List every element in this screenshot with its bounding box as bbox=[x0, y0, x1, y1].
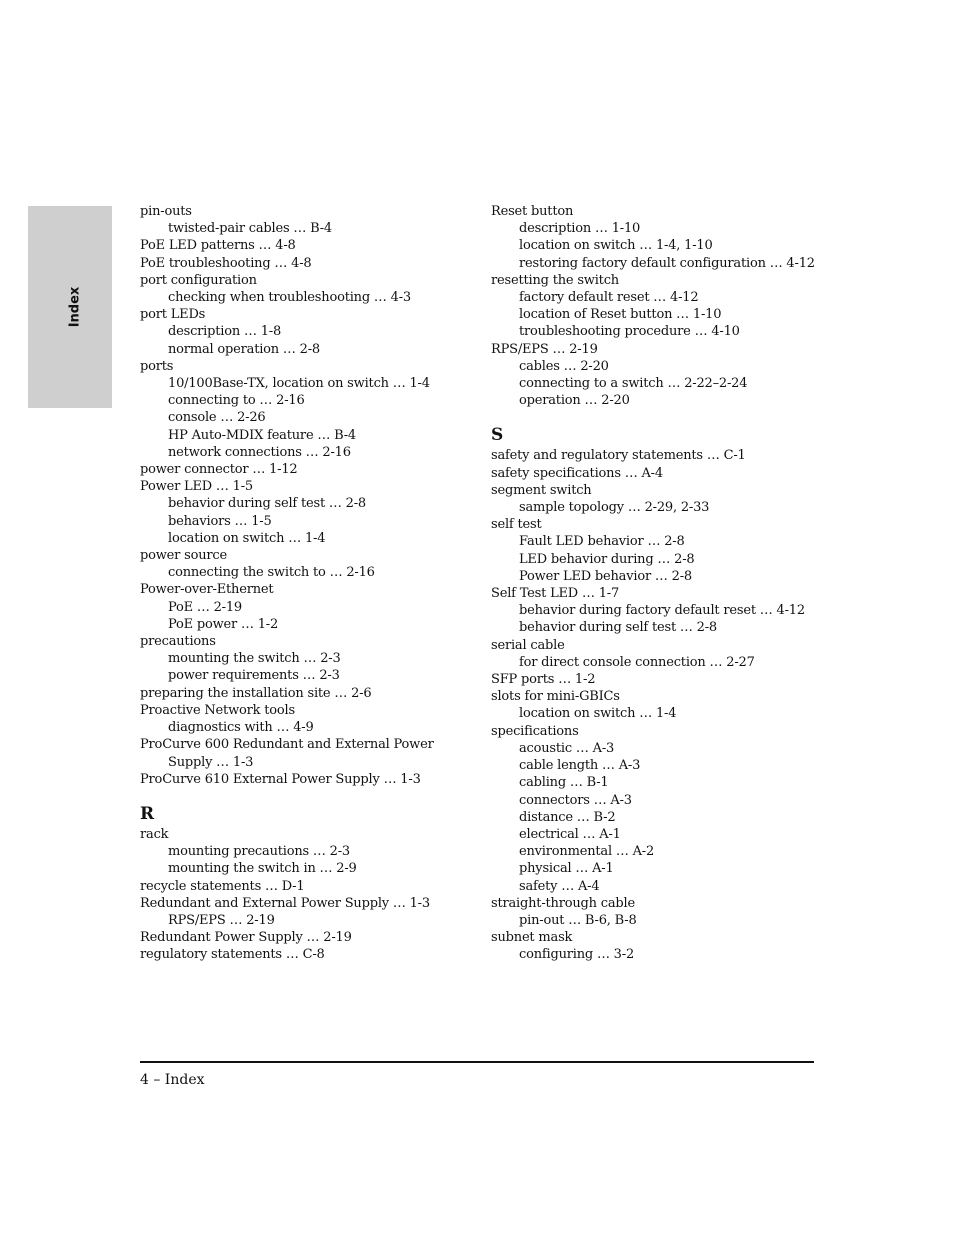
index-subentry: physical … A-1 bbox=[519, 861, 614, 877]
index-subentry: Supply … 1-3 bbox=[168, 754, 254, 770]
index-entry: ports bbox=[140, 358, 174, 374]
index-subentry: power requirements … 2-3 bbox=[168, 668, 340, 684]
index-subentry: cabling … B-1 bbox=[519, 775, 609, 791]
index-subentry: HP Auto-MDIX feature … B-4 bbox=[168, 427, 356, 443]
index-subentry: restoring factory default configuration … 4-12 bbox=[519, 255, 815, 271]
section-letter: S bbox=[491, 425, 504, 446]
index-subentry: connecting the switch to … 2-16 bbox=[168, 565, 375, 581]
index-subentry: location on switch … 1-4 bbox=[519, 706, 677, 722]
index-subentry: normal operation … 2-8 bbox=[168, 341, 320, 357]
index-subentry: console … 2-26 bbox=[168, 410, 266, 426]
index-entry: power connector … 1-12 bbox=[140, 462, 298, 478]
index-subentry: mounting the switch … 2-3 bbox=[168, 651, 341, 667]
index-subentry: description … 1-10 bbox=[519, 221, 641, 237]
index-subentry: behavior during self test … 2-8 bbox=[168, 496, 366, 512]
index-column-left bbox=[140, 203, 480, 964]
index-subentry: behaviors … 1-5 bbox=[168, 513, 272, 529]
index-entry: ProCurve 610 External Power Supply … 1-3 bbox=[140, 771, 421, 787]
index-entry: Proactive Network tools bbox=[140, 702, 295, 718]
index-subentry: location on switch … 1-4, 1-10 bbox=[519, 238, 713, 254]
index-subentry: LED behavior during … 2-8 bbox=[519, 551, 695, 567]
index-subentry: network connections … 2-16 bbox=[168, 444, 351, 460]
index-entry: pin-outs bbox=[140, 204, 192, 219]
index-subentry: cables … 2-20 bbox=[519, 358, 609, 374]
index-entry: rack bbox=[140, 826, 169, 842]
index-subentry: description … 1-8 bbox=[168, 324, 282, 340]
index-entry: SFP ports … 1-2 bbox=[491, 672, 596, 688]
index-entry: preparing the installation site … 2-6 bbox=[140, 685, 372, 701]
index-subentry: behavior during self test … 2-8 bbox=[519, 620, 717, 636]
index-subentry: cable length … A-3 bbox=[519, 758, 641, 774]
index-subentry: Power LED behavior … 2-8 bbox=[519, 568, 692, 584]
index-subentry: checking when troubleshooting … 4-3 bbox=[168, 290, 411, 306]
index-subentry: location on switch … 1-4 bbox=[168, 530, 326, 546]
section-letter: R bbox=[140, 803, 155, 824]
index-subentry: RPS/EPS … 2-19 bbox=[168, 912, 275, 928]
index-subentry: PoE … 2-19 bbox=[168, 599, 243, 615]
index-entry: port configuration bbox=[140, 272, 257, 288]
index-entry: Power-over-Ethernet bbox=[140, 582, 274, 598]
index-entry: serial cable bbox=[491, 637, 565, 653]
index-entry: segment switch bbox=[491, 482, 592, 498]
index-entry: ProCurve 600 Redundant and External Power bbox=[140, 737, 434, 753]
index-entry: Self Test LED … 1-7 bbox=[491, 586, 620, 602]
index-subentry: configuring … 3-2 bbox=[519, 947, 635, 963]
index-entry: subnet mask bbox=[491, 930, 573, 946]
index-entry: safety and regulatory statements … C-1 bbox=[491, 448, 746, 464]
index-subentry: behavior during factory default reset … 4-12 bbox=[519, 603, 805, 619]
index-entry: port LEDs bbox=[140, 307, 206, 323]
index-entry: straight-through cable bbox=[491, 895, 635, 911]
index-subentry: diagnostics with … 4-9 bbox=[168, 720, 314, 736]
index-entry: Redundant Power Supply … 2-19 bbox=[140, 930, 352, 946]
index-subentry: sample topology … 2-29, 2-33 bbox=[519, 500, 710, 516]
index-subentry: environmental … A-2 bbox=[519, 844, 655, 860]
index-subentry: connecting to … 2-16 bbox=[168, 393, 305, 409]
index-entry: Power LED … 1-5 bbox=[140, 479, 253, 495]
index-subentry: twisted-pair cables … B-4 bbox=[168, 221, 332, 237]
footer-rule bbox=[140, 1061, 814, 1063]
index-subentry: location of Reset button … 1-10 bbox=[519, 307, 722, 323]
index-subentry: acoustic … A-3 bbox=[519, 740, 615, 756]
index-entry: self test bbox=[491, 517, 542, 533]
index-entry: regulatory statements … C-8 bbox=[140, 947, 325, 963]
index-subentry: distance … B-2 bbox=[519, 809, 616, 825]
index-subentry: connectors … A-3 bbox=[519, 792, 632, 808]
index-subentry: factory default reset … 4-12 bbox=[519, 290, 699, 306]
index-subentry: for direct console connection … 2-27 bbox=[519, 654, 755, 670]
index-column-right bbox=[491, 203, 831, 964]
index-subentry: PoE power … 1-2 bbox=[168, 616, 279, 632]
index-entry: recycle statements … D-1 bbox=[140, 878, 305, 894]
index-entry: resetting the switch bbox=[491, 272, 619, 288]
index-subentry: operation … 2-20 bbox=[519, 393, 630, 409]
index-subentry: electrical … A-1 bbox=[519, 826, 621, 842]
index-entry: precautions bbox=[140, 634, 216, 650]
index-entry: power source bbox=[140, 548, 227, 564]
index-subentry: pin-out … B-6, B-8 bbox=[519, 912, 637, 928]
index-subentry: connecting to a switch … 2-22–2-24 bbox=[519, 376, 748, 392]
page-footer: 4 – Index bbox=[140, 1072, 205, 1088]
index-subentry: mounting precautions … 2-3 bbox=[168, 844, 350, 860]
index-entry: Redundant and External Power Supply … 1-3 bbox=[140, 895, 430, 911]
index-entry: specifications bbox=[491, 723, 579, 739]
index-subentry: 10/100Base-TX, location on switch … 1-4 bbox=[168, 376, 430, 392]
index-entry: safety specifications … A-4 bbox=[491, 465, 663, 481]
index-entry: slots for mini-GBICs bbox=[491, 689, 620, 705]
index-subentry: Fault LED behavior … 2-8 bbox=[519, 534, 685, 550]
index-subentry: troubleshooting procedure … 4-10 bbox=[519, 324, 740, 340]
index-entry: RPS/EPS … 2-19 bbox=[491, 341, 598, 357]
index-subentry: safety … A-4 bbox=[519, 878, 600, 894]
index-subentry: mounting the switch in … 2-9 bbox=[168, 861, 357, 877]
side-tab-label: Index bbox=[67, 286, 83, 328]
index-entry: PoE troubleshooting … 4-8 bbox=[140, 255, 312, 271]
index-entry: Reset button bbox=[491, 204, 574, 219]
index-entry: PoE LED patterns … 4-8 bbox=[140, 238, 296, 254]
